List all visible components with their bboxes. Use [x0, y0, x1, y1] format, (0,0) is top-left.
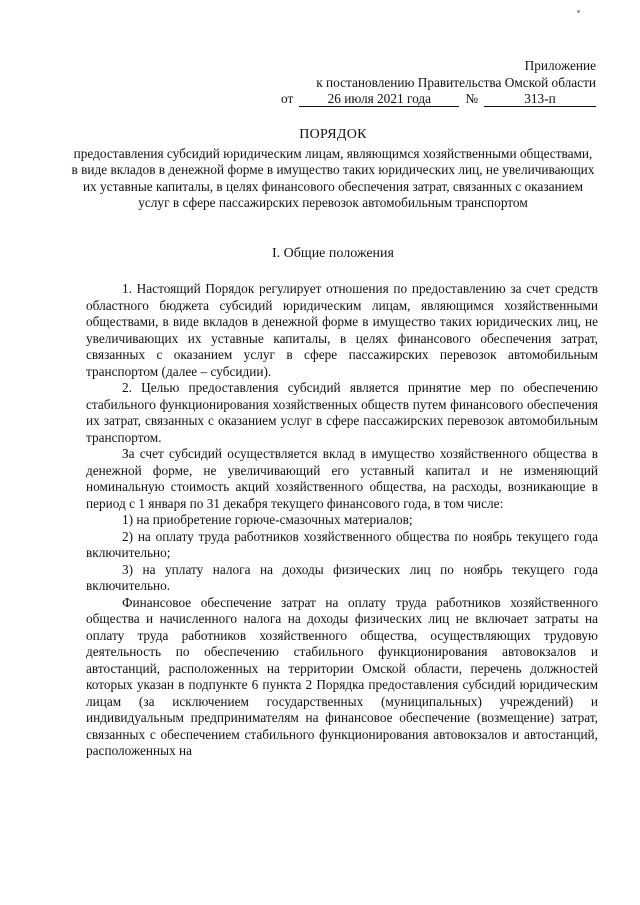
- number-sign: №: [465, 91, 478, 106]
- appendix-date-number: [276, 91, 596, 108]
- paragraph: 2) на оплату труда работников хозяйственного общества по ноябрь текущего года включительно;: [86, 528, 598, 560]
- title-heading: ПОРЯДОК: [299, 127, 367, 142]
- paragraph: 2. Целью предоставления субсидий является принятие мер по обеспечению стабильного функционирования хозяйственных обществ путем финансового обеспечения их затрат, связанных с оказанием услуг в сфере пассажирских перевозок автомобильным транспортом.: [86, 380, 598, 445]
- paragraph: 1) на приобретение горюче-смазочных материалов;: [122, 512, 413, 527]
- paragraph: За счет субсидий осуществляется вклад в имущество хозяйственного общества в денежной форме, не увеличивающий его уставный капитал и не изменяющий номинальную стоимость акций хозяйственного общества, на расходы, возникающие в период с 1 января по 31 декабря текущего финансового года, в том числе:: [86, 446, 598, 511]
- document-title: [70, 127, 596, 212]
- paragraph: 1. Настоящий Порядок регулирует отношения по предоставлению за счет средств областного бюджета субсидий юридическим лицам, являющимся хозяйственными обществами, в виде вкладов в денежной форме в имущество таких юридических лиц, не увеличивающих их уставные капиталы, в целях финансового обеспечения затрат, связанных с оказанием услуг в сфере пассажирских перевозок автомобильным транспортом (далее – субсидии).: [86, 281, 598, 379]
- decree-number: 313-п: [484, 91, 596, 107]
- appendix-label: Приложение: [524, 58, 596, 73]
- appendix-decree: к постановлению Правительства Омской области: [316, 74, 596, 90]
- paragraph: Финансовое обеспечение затрат на оплату труда работников хозяйственного общества и начисленного налога на доходы физических лиц не включает затраты на оплату труда работников хозяйственного общества, осуществляющих трудовую деятельность по обеспечению стабильного функционирования автовокзалов и автостанций, расположенных на территории Омской области, перечень должностей которых указан в подпункте 6 пункта 2 Порядка предоставления субсидий юридическим лицам (за исключением государственных (муниципальных) учреждений) и индивидуальным предпринимателям на финансовое обеспечение (возмещение) затрат, связанных с обеспечением стабильного функционирования автовокзалов и автостанций, расположенных на: [86, 594, 598, 758]
- from-prefix: от: [281, 91, 294, 106]
- scan-speck: [577, 10, 580, 13]
- decree-date: 26 июля 2021 года: [299, 91, 459, 107]
- paragraph: 3) на уплату налога на доходы физических лиц по ноябрь текущего года включительно.: [86, 561, 598, 593]
- body-text: [86, 281, 598, 760]
- appendix-header: [276, 58, 596, 108]
- title-subtitle: предоставления субсидий юридическим лицам, являющимся хозяйственными обществами, в виде вкладов в денежной форме в имущество таких юридических лиц, не увеличивающих их уставные капиталы, в целях финансового обеспечения затрат, связанных с оказанием услуг в сфере пассажирских перевозок автомобильным транспортом: [71, 145, 595, 210]
- section-title: I. Общие положения: [272, 246, 394, 261]
